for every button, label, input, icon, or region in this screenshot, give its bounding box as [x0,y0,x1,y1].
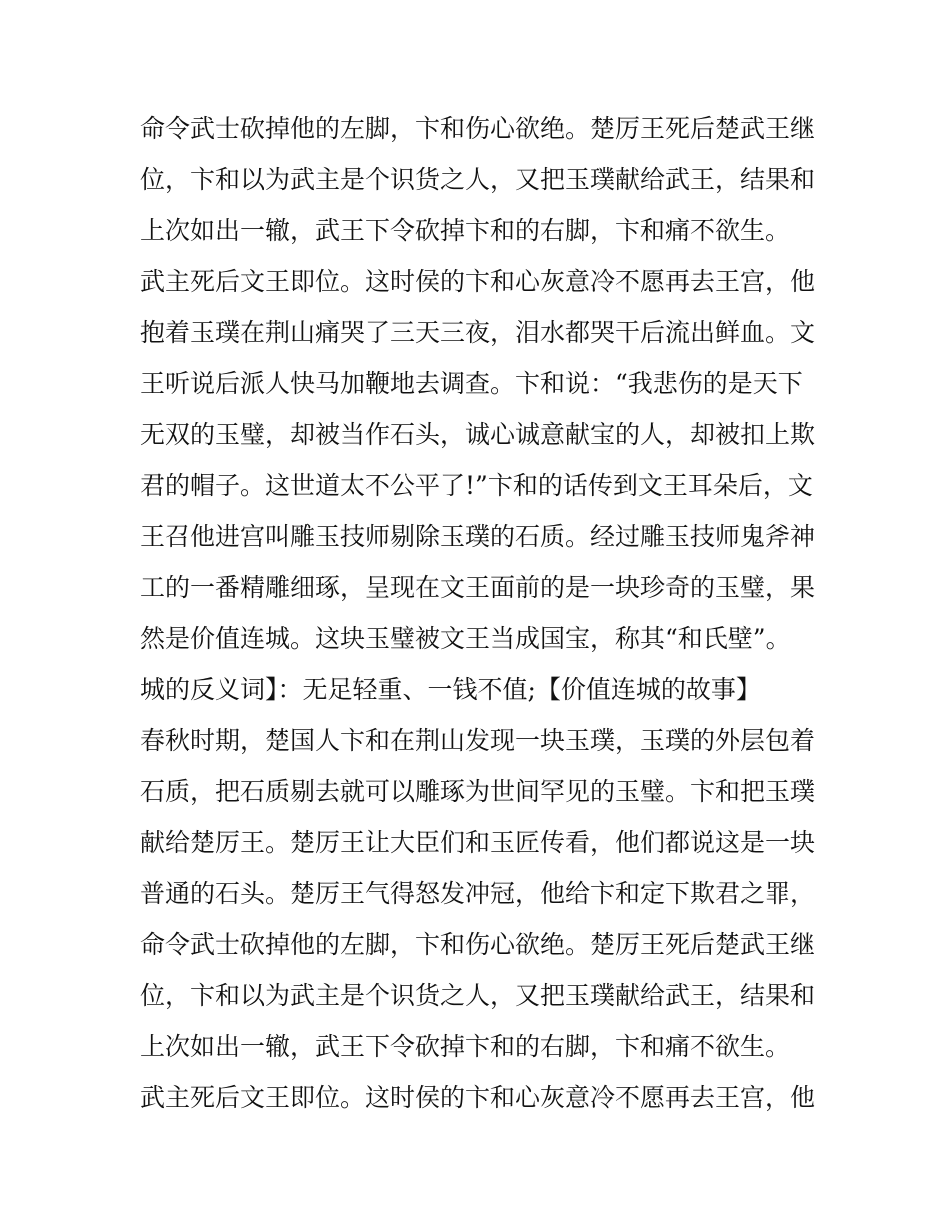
text-line: 抱着玉璞在荆山痛哭了三天三夜，泪水都哭干后流出鲜血。文 [140,318,816,347]
text-line: 献给楚厉王。楚厉王让大臣们和玉匠传看，他们都说这是一块 [140,828,816,857]
text-line: 无双的玉璧，却被当作石头，诚心诚意献宝的人，却被扣上欺 [140,420,816,449]
text-line: 上次如出一辙，武王下令砍掉卞和的右脚，卞和痛不欲生。 [140,1032,791,1061]
text-line: 命令武士砍掉他的左脚，卞和伤心欲绝。楚厉王死后楚武王继 [140,930,816,959]
text-line: 位，卞和以为武主是个识货之人，又把玉璞献给武王，结果和 [140,981,816,1010]
text-line: 君的帽子。这世道太不公平了!”卞和的话传到文王耳朵后，文 [140,471,813,500]
text-line: 工的一番精雕细琢，呈现在文王面前的是一块珍奇的玉璧，果 [140,573,816,602]
text-line: 然是价值连城。这块玉璧被文王当成国宝，称其“和氏壁”。 [140,624,791,653]
text-line: 春秋时期，楚国人卞和在荆山发现一块玉璞，玉璞的外层包着 [140,726,816,755]
text-line: 王听说后派人快马加鞭地去调查。卞和说：“我悲伤的是天下 [140,369,803,398]
text-line: 上次如出一辙，武王下令砍掉卞和的右脚，卞和痛不欲生。 [140,216,791,245]
text-line: 武主死后文王即位。这时侯的卞和心灰意冷不愿再去王宫，他 [140,1083,816,1112]
text-line: 石质，把石质剔去就可以雕琢为世间罕见的玉璧。卞和把玉璞 [140,777,816,806]
text-line: 普通的石头。楚厉王气得怒发冲冠，他给卞和定下欺君之罪， [140,879,816,908]
text-line: 位，卞和以为武主是个识货之人，又把玉璞献给武王，结果和 [140,165,816,194]
text-line: 武主死后文王即位。这时侯的卞和心灰意冷不愿再去王宫，他 [140,267,816,296]
text-line: 城的反义词】：无足轻重、一钱不值;【价值连城的故事】 [140,675,761,704]
text-line: 命令武士砍掉他的左脚，卞和伤心欲绝。楚厉王死后楚武王继 [140,114,816,143]
text-line: 王召他进宫叫雕玉技师剔除玉璞的石质。经过雕玉技师鬼斧神 [140,522,816,551]
